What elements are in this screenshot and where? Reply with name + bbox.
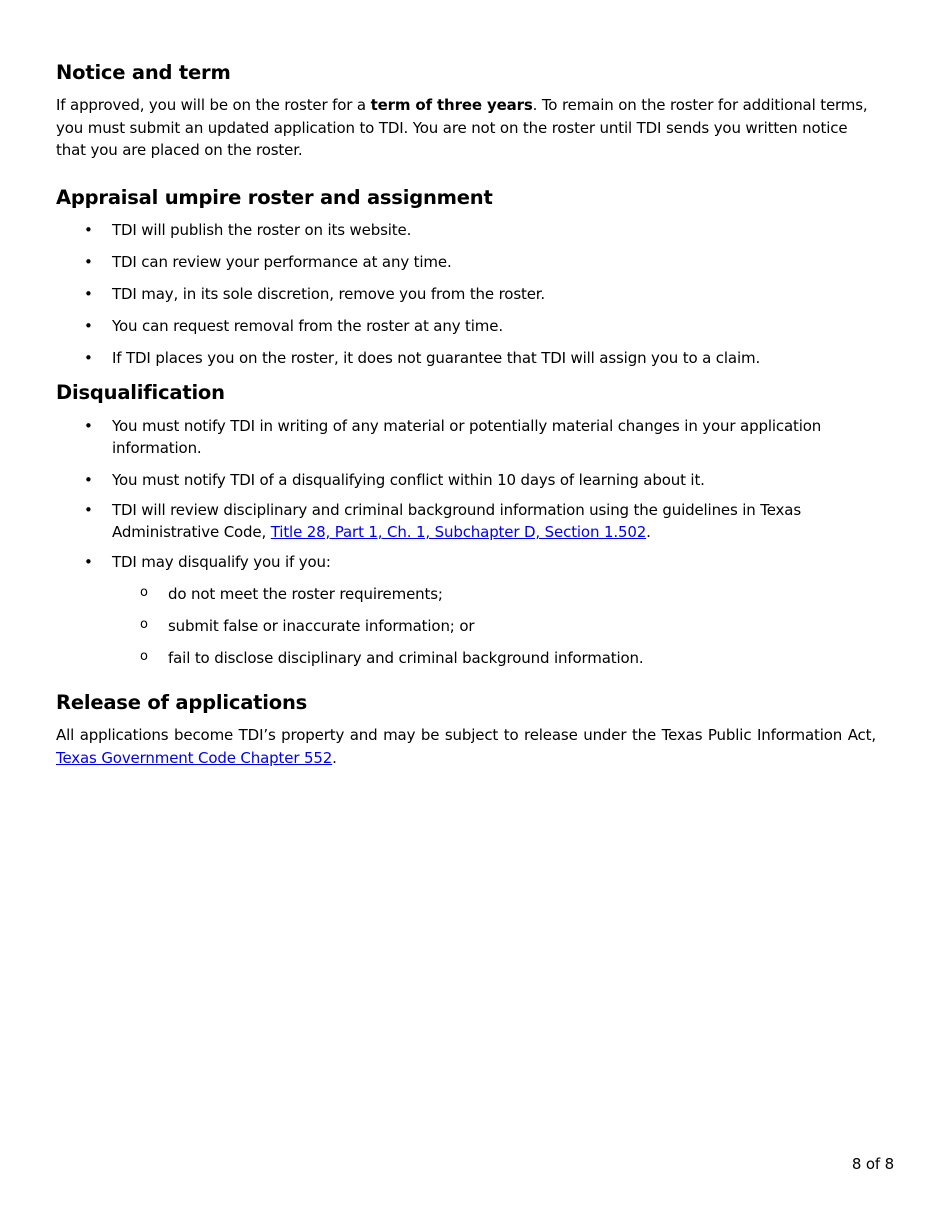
- notice-paragraph: [56, 94, 876, 162]
- sub-list-item: o submit false or inaccurate information; or: [56, 615, 876, 637]
- list-item: • TDI will publish the roster on its website.: [56, 219, 876, 241]
- notice-heading: Notice and term: [56, 61, 231, 84]
- release-paragraph: [56, 724, 876, 769]
- list-item: • You must notify TDI of a disqualifying conflict within 10 days of learning about it.: [56, 469, 876, 491]
- notice-text-after: . To remain on the roster for additional terms, you must submit an updated application to TDI. You are not on the roster until TDI sends you written notice that you are placed on the roster.: [56, 96, 868, 159]
- disqualification-section: [56, 380, 876, 669]
- list-item-review: [56, 499, 876, 543]
- review-text-before: TDI will review disciplinary and criminal background information using the guidelines in Texas Administrative Code,: [112, 501, 801, 541]
- tac-title-28-link[interactable]: Title 28, Part 1, Ch. 1, Subchapter D, Section 1.502: [270, 523, 647, 541]
- list-item: • TDI can review your performance at any time.: [56, 251, 876, 273]
- roster-heading: Appraisal umpire roster and assignment: [56, 186, 493, 209]
- roster-list: [56, 219, 876, 369]
- gov-code-552-link[interactable]: Texas Government Code Chapter 552: [56, 748, 333, 767]
- release-section: [56, 690, 876, 769]
- release-text-after: .: [332, 748, 337, 767]
- release-text-before: All applications become TDI’s property and may be subject to release under the Texas Public Information Act,: [56, 726, 876, 744]
- disqualify-reasons-list: [56, 583, 876, 669]
- list-item: • You can request removal from the roster at any time.: [56, 315, 876, 337]
- review-text-after: .: [646, 523, 651, 541]
- notice-section: [56, 60, 876, 162]
- sub-list-item: o do not meet the roster requirements;: [56, 583, 876, 605]
- sub-list-item: o fail to disclose disciplinary and criminal background information.: [56, 647, 876, 669]
- list-item: • If TDI places you on the roster, it does not guarantee that TDI will assign you to a claim.: [56, 347, 876, 369]
- disqualification-list: [56, 415, 876, 573]
- list-item: • TDI may, in its sole discretion, remove you from the roster.: [56, 283, 876, 305]
- notice-text-before: If approved, you will be on the roster for a: [56, 96, 371, 114]
- disqualification-heading: Disqualification: [56, 381, 225, 404]
- roster-section: [56, 185, 876, 369]
- list-item: • TDI may disqualify you if you:: [56, 551, 876, 573]
- page-number: 8 of 8: [851, 1155, 894, 1173]
- list-item: • You must notify TDI in writing of any material or potentially material changes in your application information.: [56, 415, 876, 459]
- release-heading: Release of applications: [56, 691, 308, 714]
- notice-term-bold: term of three years: [370, 96, 533, 114]
